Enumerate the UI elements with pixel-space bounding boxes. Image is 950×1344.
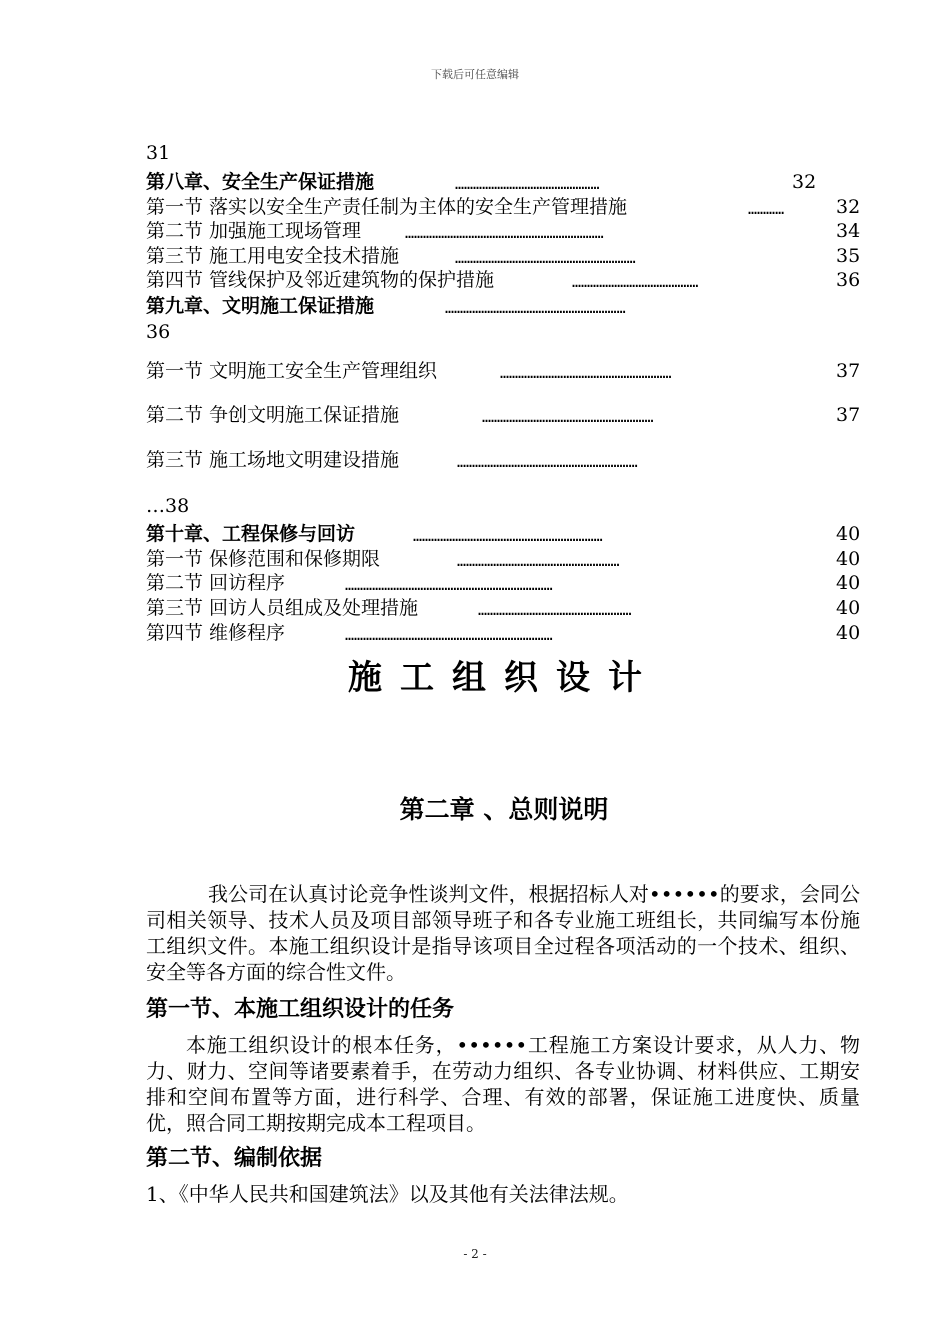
toc-page-number: 40	[836, 572, 861, 594]
toc-leader: ……………………………………………	[478, 601, 632, 619]
toc-leader: ……………………………………	[572, 273, 699, 291]
toc-page-number: 32	[836, 196, 861, 218]
toc-carry-page: 31	[146, 142, 171, 164]
toc-leader: …………………………………………………	[482, 408, 654, 426]
toc-page-number: 35	[836, 245, 861, 267]
toc-section[interactable]: 第四节 管线保护及邻近建筑物的保护措施	[146, 269, 495, 291]
toc-page-number: 37	[836, 404, 861, 426]
toc-leader: ……………………………………………………………	[345, 626, 553, 644]
toc-leader: …………………………………………………………	[405, 224, 604, 242]
toc-section[interactable]: 第三节 施工用电安全技术措施	[146, 245, 400, 267]
toc-section[interactable]: 第三节 回访人员组成及处理措施	[146, 597, 419, 619]
toc-page-number: 40	[836, 597, 861, 619]
toc-leader: ………………………………………………	[457, 552, 620, 570]
section-heading: 第一节、本施工组织设计的任务	[146, 996, 455, 1022]
toc-carry-page: …38	[146, 495, 190, 517]
toc-leader: ……………………………………………………	[445, 299, 626, 317]
document-title: 施工组织设计	[348, 658, 660, 698]
toc-carry-page: 36	[146, 321, 171, 343]
toc-page-number: 32	[792, 171, 817, 193]
toc-section[interactable]: 第二节 加强施工现场管理	[146, 220, 362, 242]
section-paragraph: 本施工组织设计的根本任务，••••••工程施工方案设计要求，从人力、物力、财力、空间等诸要素着手，在劳动力组织、各专业协调、材料供应、工期安排和空间布置等方面，进行科学、合理、有效的部署，保证施工进度快、质量优，照合同工期按期完成本工程项目。	[146, 1033, 860, 1135]
toc-section[interactable]: 第三节 施工场地文明建设措施	[146, 449, 400, 471]
toc-leader: ……………………………………………………	[457, 453, 638, 471]
toc-leader: …………	[748, 200, 785, 218]
toc-section[interactable]: 第二节 争创文明施工保证措施	[146, 404, 400, 426]
list-item: 1、《中华人民共和国建筑法》以及其他有关法律法规。	[146, 1182, 629, 1206]
toc-page-number: 36	[836, 269, 861, 291]
toc-section[interactable]: 第四节 维修程序	[146, 622, 286, 644]
toc-page-number: 34	[836, 220, 861, 242]
page-number: - 2 -	[463, 1247, 487, 1261]
page-header: 下载后可任意编辑	[431, 68, 519, 81]
toc-chapter-10[interactable]: 第十章、工程保修与回访	[146, 523, 356, 545]
intro-paragraph: 我公司在认真讨论竞争性谈判文件，根据招标人对••••••的要求，会同公司相关领导、技术人员及项目部领导班子和各专业施工班组长，共同编写本份施工组织文件。本施工组织设计是指导该项目全过程各项活动的一个技术、组织、安全等各方面的综合性文件。	[146, 882, 860, 984]
toc-section[interactable]: 第二节 回访程序	[146, 572, 286, 594]
toc-leader: …………………………………………………	[500, 364, 672, 382]
toc-section[interactable]: 第一节 文明施工安全生产管理组织	[146, 360, 438, 382]
toc-page-number: 40	[836, 548, 861, 570]
section-heading: 第二节、编制依据	[146, 1145, 323, 1171]
toc-leader: …………………………………………	[455, 175, 600, 193]
toc-leader: ………………………………………………………	[413, 527, 603, 545]
toc-page-number: 37	[836, 360, 861, 382]
toc-chapter-8[interactable]: 第八章、安全生产保证措施	[146, 171, 375, 193]
toc-chapter-9[interactable]: 第九章、文明施工保证措施	[146, 295, 375, 317]
toc-section[interactable]: 第一节 落实以安全生产责任制为主体的安全生产管理措施	[146, 196, 628, 218]
toc-leader: ……………………………………………………………	[345, 576, 553, 594]
toc-page-number: 40	[836, 622, 861, 644]
toc-section[interactable]: 第一节 保修范围和保修期限	[146, 548, 381, 570]
chapter-title: 第二章 、总则说明	[399, 795, 609, 824]
toc-leader: ……………………………………………………	[455, 249, 636, 267]
toc-page-number: 40	[836, 523, 861, 545]
